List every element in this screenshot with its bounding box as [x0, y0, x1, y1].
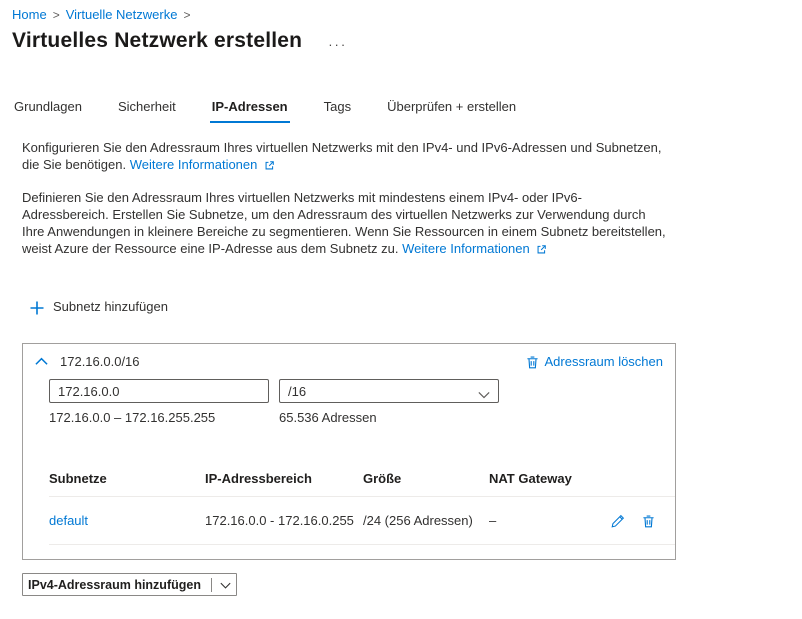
subnet-size-cell: /24 (256 Adressen) — [363, 513, 473, 529]
add-ipv4-address-space-button[interactable] — [22, 573, 237, 596]
col-header-subnetze: Subnetze — [49, 471, 107, 487]
table-row — [49, 497, 663, 544]
page-title: Virtuelles Netzwerk erstellen — [12, 29, 303, 52]
trash-icon — [526, 354, 539, 370]
intro-paragraph-2-text: Definieren Sie den Adressraum Ihres virtuellen Netzwerks mit mindestens einem IPv4- oder IPv6-Adressbereich. Erstellen Sie Subnetze, um den Adressraum des virtuellen Netzwerks zur Verwendung durch Ihre Anwendungen in kleinere Bereiche zu segmentieren. Wenn Sie Ressourcen in einem Subnetz bereitstellen, weist Azure der Ressource eine IP-Adresse aus dem Subnetz zu. — [22, 190, 666, 256]
intro-paragraph-1 — [22, 139, 667, 173]
subnet-name-link[interactable]: default — [49, 513, 89, 529]
page-title-row — [12, 29, 802, 53]
tab-grundlagen[interactable]: Grundlagen — [14, 99, 82, 114]
row-actions — [603, 514, 663, 528]
col-header-groesse: Größe — [363, 471, 402, 487]
learn-more-link-1[interactable]: Weitere Informationen — [129, 157, 258, 172]
breadcrumb-separator: > — [183, 7, 191, 22]
intro-paragraph-1-text: Konfigurieren Sie den Adressraum Ihres virtuellen Netzwerks mit den IPv4- und IPv6-Adressen und Subnetzen, die Sie benötigen. — [22, 140, 662, 172]
collapse-chevron-up-icon[interactable] — [35, 357, 48, 366]
prefix-select-wrap — [279, 379, 499, 403]
intro-paragraph-2 — [22, 189, 667, 257]
breadcrumb-separator: > — [52, 7, 60, 22]
plus-icon — [30, 299, 44, 315]
subnet-table-header — [49, 465, 663, 496]
breadcrumb — [0, 0, 802, 22]
address-inputs-row — [49, 379, 663, 403]
delete-address-space-button[interactable] — [526, 354, 664, 370]
more-options-icon[interactable]: ··· — [328, 36, 348, 52]
delete-address-space-label: Adressraum löschen — [544, 353, 663, 369]
external-link-icon — [264, 157, 275, 172]
tab-tags[interactable]: Tags — [323, 99, 352, 114]
breadcrumb-home-link[interactable]: Home — [12, 7, 47, 22]
split-button-divider — [211, 578, 212, 592]
tab-ueberpruefen-erstellen[interactable]: Überprüfen + erstellen — [387, 99, 517, 114]
address-count-text: 65.536 Adressen — [279, 410, 377, 426]
col-header-nat-gateway: NAT Gateway — [489, 471, 572, 487]
add-subnet-button[interactable] — [30, 299, 802, 315]
subnet-table — [49, 465, 663, 559]
address-space-title: 172.16.0.0/16 — [60, 353, 140, 369]
delete-subnet-trash-icon[interactable] — [642, 514, 655, 528]
tab-bar — [12, 93, 802, 123]
external-link-icon — [536, 241, 547, 256]
col-header-ip-adressbereich: IP-Adressbereich — [205, 471, 312, 487]
learn-more-link-2[interactable]: Weitere Informationen — [402, 241, 530, 256]
subnet-nat-cell: – — [489, 513, 497, 529]
subnet-range-cell: 172.16.0.0 - 172.16.0.255 — [205, 513, 354, 529]
add-ipv4-address-space-label: IPv4-Adressraum hinzufügen — [28, 577, 201, 592]
address-space-header — [35, 354, 663, 370]
add-subnet-label: Subnetz hinzufügen — [53, 299, 168, 315]
prefix-size-select[interactable] — [279, 379, 499, 403]
tab-sicherheit[interactable]: Sicherheit — [117, 99, 176, 114]
breadcrumb-virtual-networks-link[interactable]: Virtuelle Netzwerke — [65, 7, 178, 22]
tab-ip-adressen[interactable]: IP-Adressen — [210, 93, 290, 123]
address-space-input[interactable] — [49, 379, 269, 403]
chevron-down-icon[interactable] — [220, 577, 231, 592]
intro-text — [22, 139, 667, 257]
address-space-panel — [22, 343, 676, 561]
edit-subnet-pencil-icon[interactable] — [611, 514, 625, 528]
address-hints-row — [49, 410, 663, 425]
address-range-text: 172.16.0.0 – 172.16.255.255 — [49, 410, 216, 426]
